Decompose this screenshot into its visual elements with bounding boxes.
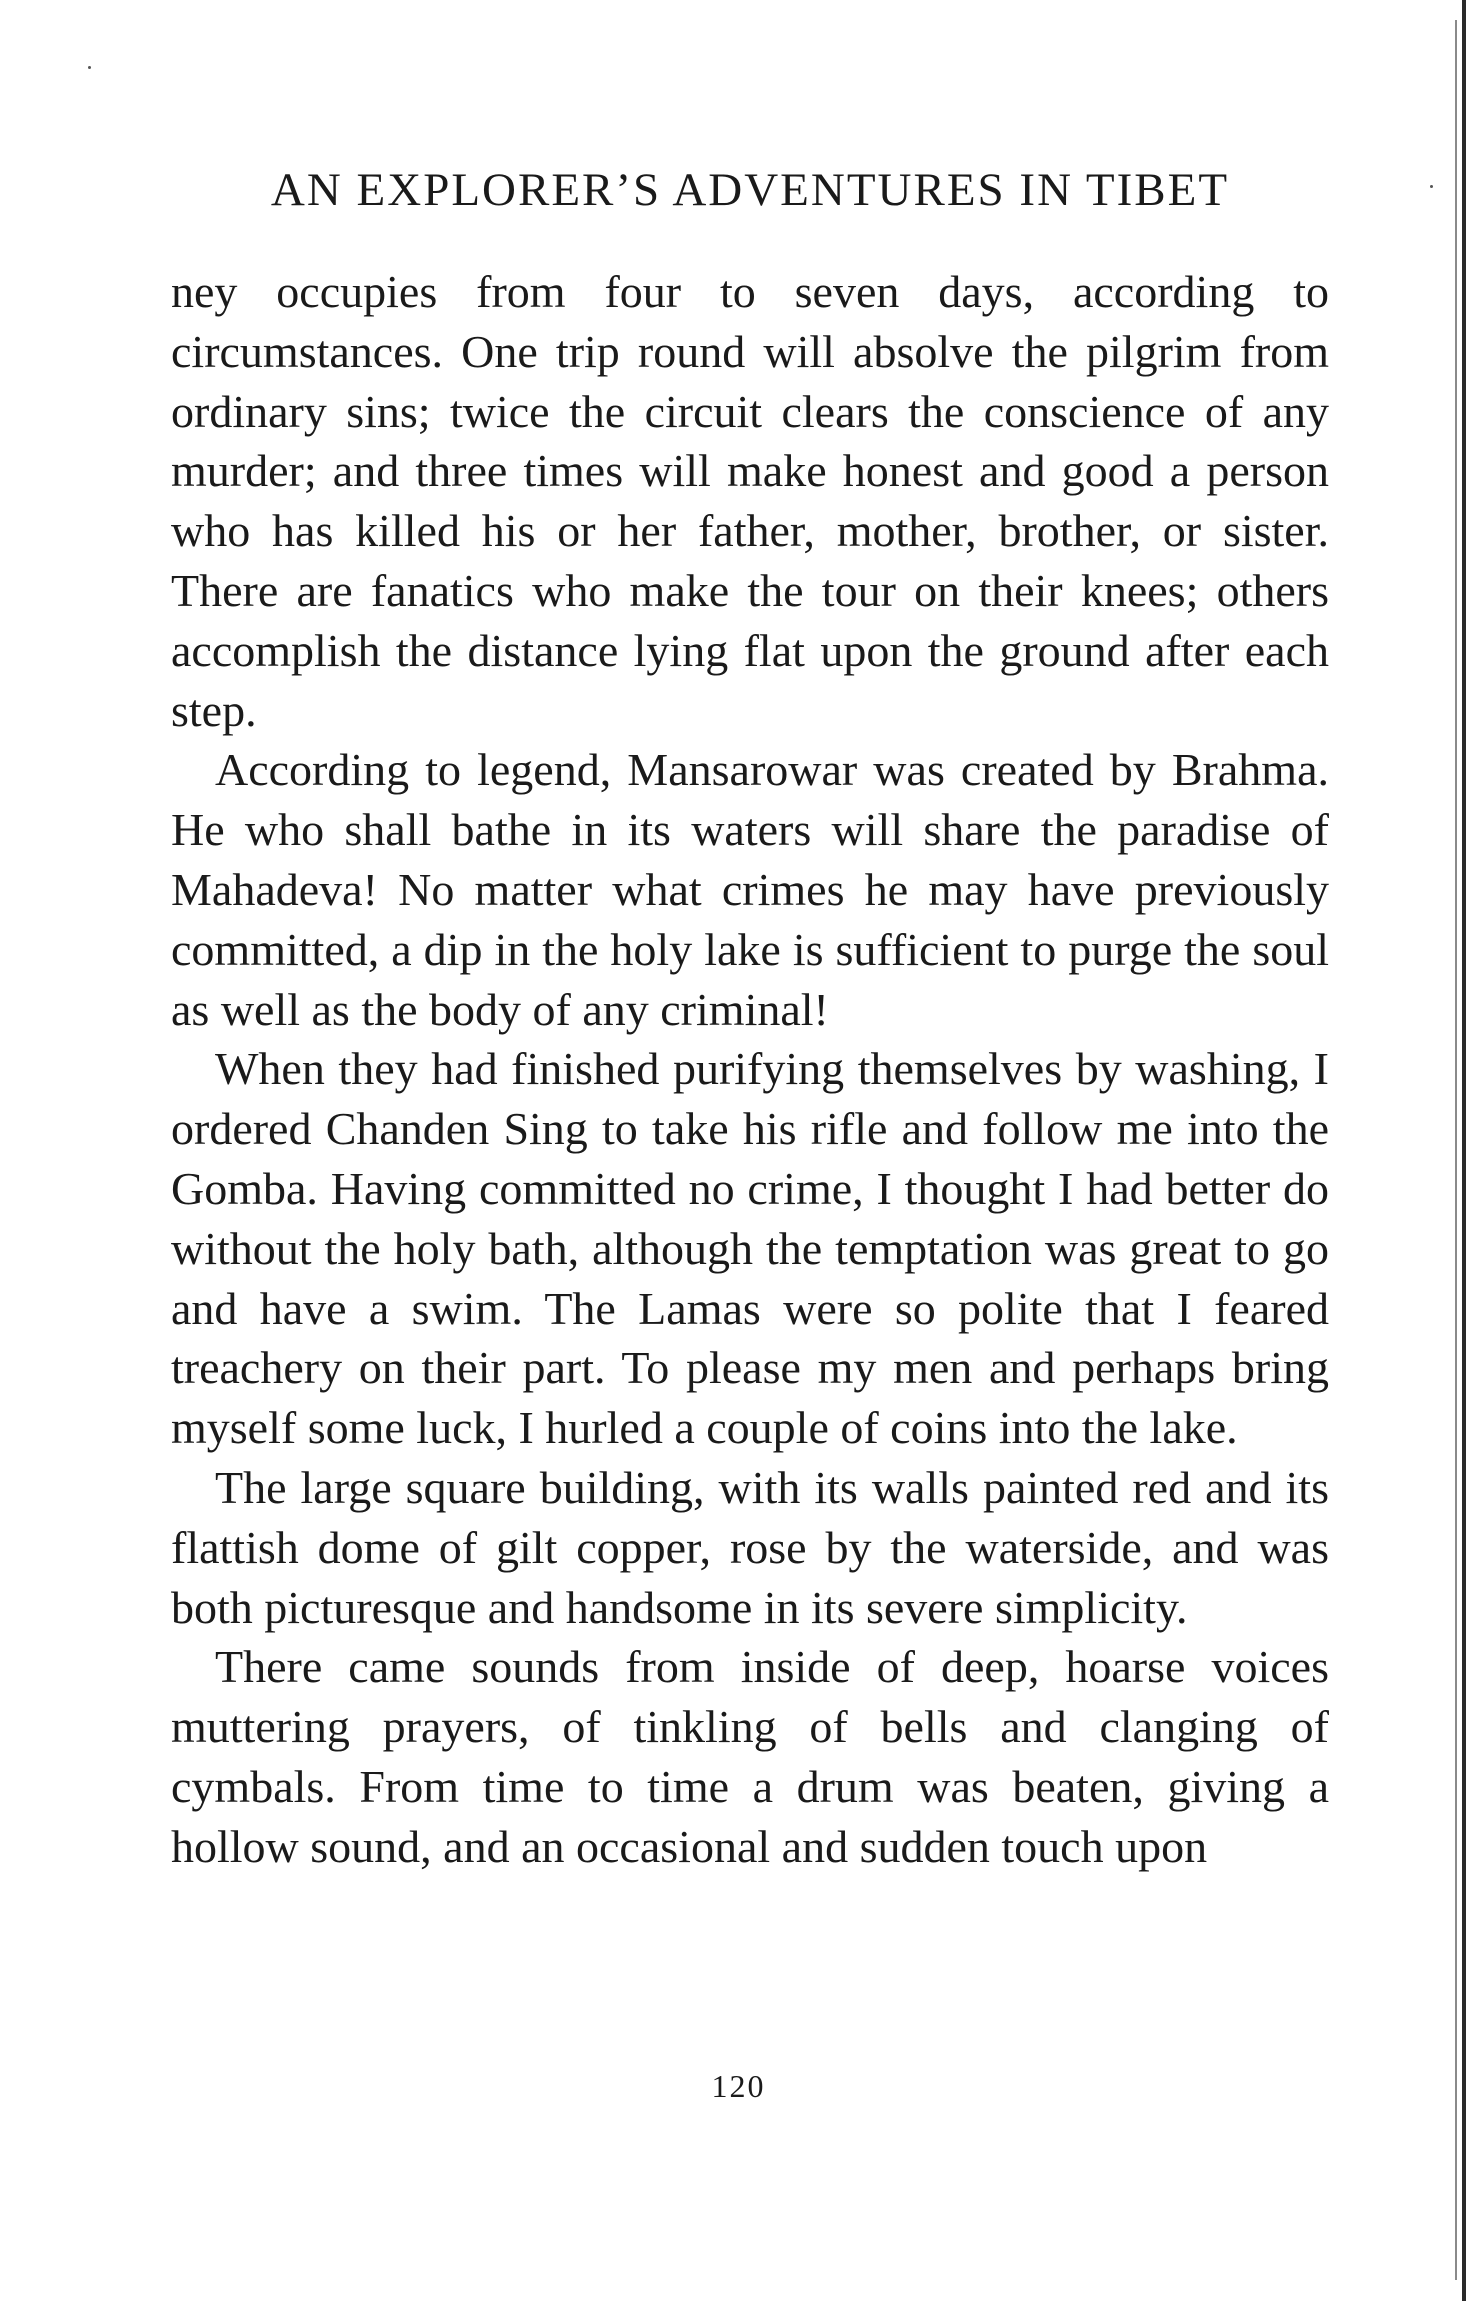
- body-text: [171, 262, 1329, 1877]
- paragraph-3: When they had finished purifying themselves by washing, I ordered Chanden Sing to take his rifle and follow me into the Gomba. Having committed no crime, I thought I had better do without the holy bath, although the temptation was great to go and have a swim. The Lamas were so polite that I feared treachery on their part. To please my men and perhaps bring myself some luck, I hurled a couple of coins into the lake.: [171, 1043, 1329, 1454]
- page-edge-border: [1462, 0, 1466, 2301]
- page-number: 120: [711, 2068, 766, 2104]
- running-head: AN EXPLORER’S ADVENTURES IN TIBET: [270, 164, 1230, 216]
- page-edge-shadow: [1455, 20, 1457, 2280]
- paragraph-1: ney occupies from four to seven days, according to circumstances. One trip round will absolve the pilgrim from ordinary sins; twice the circuit clears the conscience of any murder; and three times will make honest and good a person who has killed his or her father, mother, brother, or sister. There are fanatics who make the tour on their knees; others accomplish the distance lying flat upon the ground after each step.: [171, 266, 1329, 736]
- paper-speck: [88, 66, 91, 69]
- paragraph-5: There came sounds from inside of deep, hoarse voices muttering prayers, of tinkling of bells and clanging of cymbals. From time to time a drum was beaten, giving a hollow sound, and an occasional and sudden touch upon: [171, 1641, 1329, 1872]
- paragraph-4: The large square building, with its walls painted red and its flattish dome of gilt copper, rose by the waterside, and was both picturesque and handsome in its severe simplicity.: [171, 1461, 1329, 1633]
- paper-speck: [1430, 185, 1433, 188]
- paragraph-2: According to legend, Mansarowar was created by Brahma. He who shall bathe in its waters will share the paradise of Mahadeva! No matter what crimes he may have previously committed, a dip in the holy lake is sufficient to purge the soul as well as the body of any criminal!: [171, 744, 1329, 1035]
